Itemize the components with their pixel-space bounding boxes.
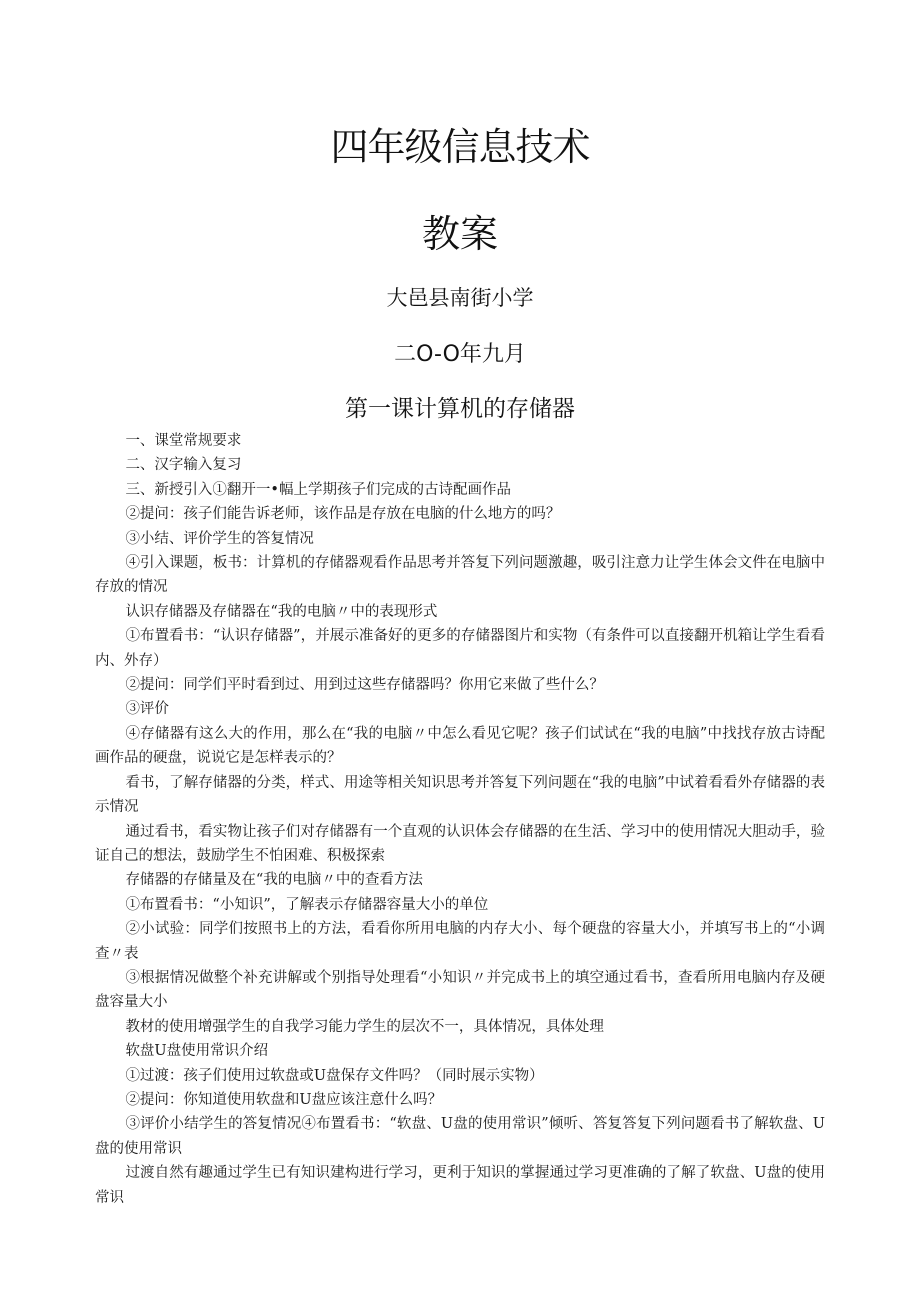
document-date: 二O-O年九月 bbox=[394, 342, 526, 367]
paragraph: ③小结、评价学生的答复情况 bbox=[125, 530, 314, 547]
paragraph: ②提问：你知道使用软盘和U盘应该注意什么吗？ bbox=[125, 1091, 443, 1108]
lesson-title: 第一课计算机的存储器 bbox=[345, 396, 575, 422]
document-subtitle: 教案 bbox=[421, 212, 498, 256]
paragraph: ④引入课题，板书：计算机的存储器观看作品思考并答复下列问题激趣，吸引注意力让学生体会文件在电脑中存放的情况 bbox=[95, 555, 825, 596]
paragraph: ④存储器有这么大的作用，那么在“我的电脑〃中怎么看见它呢？孩子们试试在“我的电脑”中找找存放古诗配画作品的硬盘，说说它是怎样表示的？ bbox=[95, 725, 825, 767]
paragraph: ②提问：同学们平时看到过、用到过这些存储器吗？你用它来做了些什么？ bbox=[125, 677, 604, 694]
paragraph: 存储器的存储量及在“我的电脑〃中的查看方法 bbox=[125, 872, 423, 889]
paragraph: ②小试验：同学们按照书上的方法，看看你所用电脑的内存大小、每个硬盘的容量大小，并填写书上的“小调查〃表 bbox=[95, 921, 825, 962]
paragraph: 软盘U盘使用常识介绍 bbox=[125, 1043, 269, 1060]
paragraph: 通过看书，看实物让孩子们对存储器有一个直观的认识体会存储器的在生活、学习中的使用情况大胆动手，验证自己的想法，鼓励学生不怕困难、积极探索 bbox=[95, 823, 825, 864]
document-title: 四年级信息技术 bbox=[330, 125, 590, 169]
school-name: 大邑县南街小学 bbox=[386, 286, 534, 310]
paragraph: ②提问：孩子们能告诉老师，该作品是存放在电脑的什么地方的吗？ bbox=[125, 506, 561, 523]
paragraph: 认识存储器及存储器在“我的电脑〃中的表现形式 bbox=[125, 603, 438, 620]
paragraph: ③评价 bbox=[125, 701, 169, 718]
paragraph: 三、新授引入①翻开一•幅上学期孩子们完成的古诗配画作品 bbox=[125, 481, 511, 498]
lesson-body bbox=[95, 429, 825, 1210]
paragraph: ①过渡：孩子们使用过软盘或U盘保存文件吗？（同时展示实物） bbox=[125, 1067, 544, 1084]
paragraph: 看书，了解存储器的分类，样式、用途等相关知识思考并答复下列问题在“我的电脑”中试着看看外存储器的表示情况 bbox=[95, 774, 825, 816]
paragraph: 过渡自然有趣通过学生已有知识建构进行学习，更利于知识的掌握通过学习更准确的了解了软盘、U盘的使用常识 bbox=[95, 1165, 825, 1206]
paragraph: ①布置看书：“认识存储器”，并展示准备好的更多的存储器图片和实物（有条件可以直接翻开机箱让学生看看内、外存） bbox=[95, 628, 825, 669]
paragraph: ③评价小结学生的答复情况④布置看书：“软盘、U盘的使用常识”倾听、答复答复下列问题看书了解软盘、U盘的使用常识 bbox=[95, 1116, 825, 1157]
paragraph: ③根据情况做整个补充讲解或个别指导处理看“小知识〃并完成书上的填空通过看书，查看所用电脑内存及硬盘容量大小 bbox=[95, 969, 825, 1011]
paragraph: ①布置看书：“小知识”，了解表示存储器容量大小的单位 bbox=[125, 896, 489, 913]
paragraph: 教材的使用增强学生的自我学习能力学生的层次不一，具体情况，具体处理 bbox=[125, 1018, 604, 1035]
paragraph: 一、课堂常规要求 bbox=[125, 433, 242, 449]
paragraph: 二、汉字输入复习 bbox=[125, 457, 242, 474]
